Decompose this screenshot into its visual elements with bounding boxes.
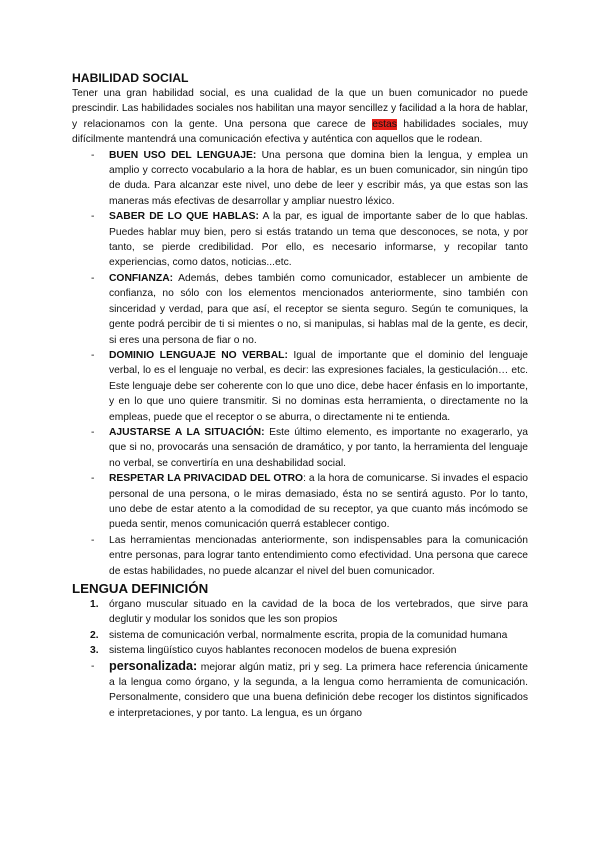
dash-bullet: - bbox=[91, 534, 95, 546]
list-item-confianza bbox=[72, 271, 528, 348]
dash-bullet: - bbox=[91, 211, 95, 223]
dash-bullet: - bbox=[91, 660, 95, 672]
personal-definition-list bbox=[72, 659, 528, 722]
definition-text: sistema de comunicación verbal, normalmente escrita, propia de la comunidad humana bbox=[109, 629, 508, 641]
item-term: DOMINIO LENGUAJE NO VERBAL: bbox=[109, 349, 288, 361]
section-title-habilidad-social: HABILIDAD SOCIAL bbox=[72, 71, 189, 85]
list-item-conclusion bbox=[72, 533, 528, 579]
item-term: SABER DE LO QUE HABLAS: bbox=[109, 211, 259, 223]
list-item-personalizada bbox=[72, 659, 528, 722]
item-text: Una persona que domina bien la lengua, y emplea un amplio y correcto vocabulario a la hora de hablar, es un buen comunicador, sin ningún tipo de duda. Para alcanzar este nivel, uno debe de leer y escribir más, ya que estas son las maneras más efectivas de desarrollar y ampliar nuestro léxico. bbox=[109, 149, 529, 207]
definition-text: sistema lingüístico cuyos hablantes reconocen modelos de buena expresión bbox=[109, 645, 457, 657]
item-text: Este último elemento, es importante no exagerarlo, ya que si no, provocarás una sensación de dramático, y por tanto, la herramienta del lenguaje no verbal, se convertiría en una deshabilidad social. bbox=[109, 426, 528, 469]
dash-bullet: - bbox=[91, 426, 95, 438]
item-term: RESPETAR LA PRIVACIDAD DEL OTRO bbox=[109, 473, 304, 485]
definitions-list bbox=[72, 597, 528, 659]
item-term: AJUSTARSE A LA SITUACIÓN: bbox=[109, 426, 265, 438]
definition-item-1 bbox=[72, 597, 528, 628]
definition-number: 3. bbox=[90, 645, 99, 657]
intro-text-before: Tener una gran habilidad social, es una cualidad de la que un buen comunicador no puede prescindir. Las habilidades sociales nos habilitan una mayor sencillez y facilidad a la hora de hablar, y relacionamos con la gente. Una persona que carece de bbox=[72, 88, 528, 130]
dash-bullet: - bbox=[91, 149, 95, 161]
item-text: : a la hora de comunicarse. Si invades el espacio personal de una persona, o le miras demasiado, ésta no se sentirá agusto. Por lo tanto, uno debe de estar atento a la comodidad de su receptor, ya que cuanto más incómodo se pueda sentir, menos comunicación querrá establecer contigo. bbox=[109, 473, 528, 531]
item-text: Las herramientas mencionadas anteriormente, son indispensables para la comunicación entre personas, para lograr tanto entendimiento como efectividad. Una persona que carece de estas habilidades, no puede alcanzar el nivel del buen comunicador. bbox=[109, 534, 528, 577]
skills-list bbox=[72, 148, 528, 579]
definition-item-2 bbox=[72, 628, 528, 643]
item-text: A la par, es igual de importante saber de lo que hablas. Puedes hablar muy bien, pero si estás tratando un tema que desconoces, se nota, y por tanto, se pierde credibilidad. Por ello, es necesario informarse, y recopilar tanto experiencias, como datos, noticias...etc. bbox=[109, 211, 528, 269]
item-term: BUEN USO DEL LENGUAJE: bbox=[109, 149, 257, 161]
item-term: personalizada: bbox=[109, 658, 198, 673]
intro-paragraph bbox=[72, 86, 528, 148]
item-text: mejorar algún matiz, pri y seg. La primera hace referencia únicamente a la lengua como órgano, y la segunda, a la lengua como herramienta de comunicación. Personalmente, considero que una buena definición debe recoger los distintos significados e interpretaciones, y por tanto. La lengua, es un órgano bbox=[109, 661, 528, 719]
item-term: CONFIANZA: bbox=[109, 272, 174, 284]
dash-bullet: - bbox=[91, 473, 95, 485]
definition-number: 1. bbox=[90, 599, 99, 610]
item-text: Además, debes también como comunicador, establecer un ambiente de confianza, no sólo con los elementos mencionados anteriormente, sino también con sinceridad y verdad, para que así, el receptor se sienta seguro. Según te comuniques, la gente podrá percibir de ti si mientes o no, si manipulas, si hablas mal de la gente, es decir, si eres una persona de fiar o no. bbox=[109, 272, 528, 346]
definition-number: 2. bbox=[90, 629, 99, 641]
list-item-respetar bbox=[72, 471, 528, 533]
section-title-lengua-definicion: LENGUA DEFINICIÓN bbox=[72, 581, 209, 596]
document-page bbox=[72, 70, 528, 721]
definition-text: órgano muscular situado en la cavidad de la boca de los vertebrados, que sirve para deglutir y modular los sonidos que les son propios bbox=[109, 599, 528, 626]
item-text: Igual de importante que el dominio del lenguaje verbal, lo es el lenguaje no verbal, es decir: las expresiones faciales, la gesticulación… etc. Este lenguaje debe ser coherente con lo que uno dice, debe hacer énfasis en lo importante, y en lo que uno quiere transmitir. Si no dominas esta herramienta, o directamente no la empleas, puede que el receptor o se aburra, o directamente ni te entienda. bbox=[109, 349, 528, 423]
list-item-saber bbox=[72, 209, 528, 271]
list-item-ajustarse bbox=[72, 425, 528, 471]
dash-bullet: - bbox=[91, 272, 95, 284]
dash-bullet: - bbox=[91, 349, 95, 361]
list-item-dominio bbox=[72, 348, 528, 425]
list-item-buen-uso bbox=[72, 148, 528, 210]
definition-item-3 bbox=[72, 643, 528, 658]
intro-text-after: habilidades sociales, muy difícilmente mantendrá una comunicación efectiva y auténtica con aquellos que le rodean. bbox=[72, 118, 528, 146]
highlighted-word: estas bbox=[372, 118, 397, 130]
